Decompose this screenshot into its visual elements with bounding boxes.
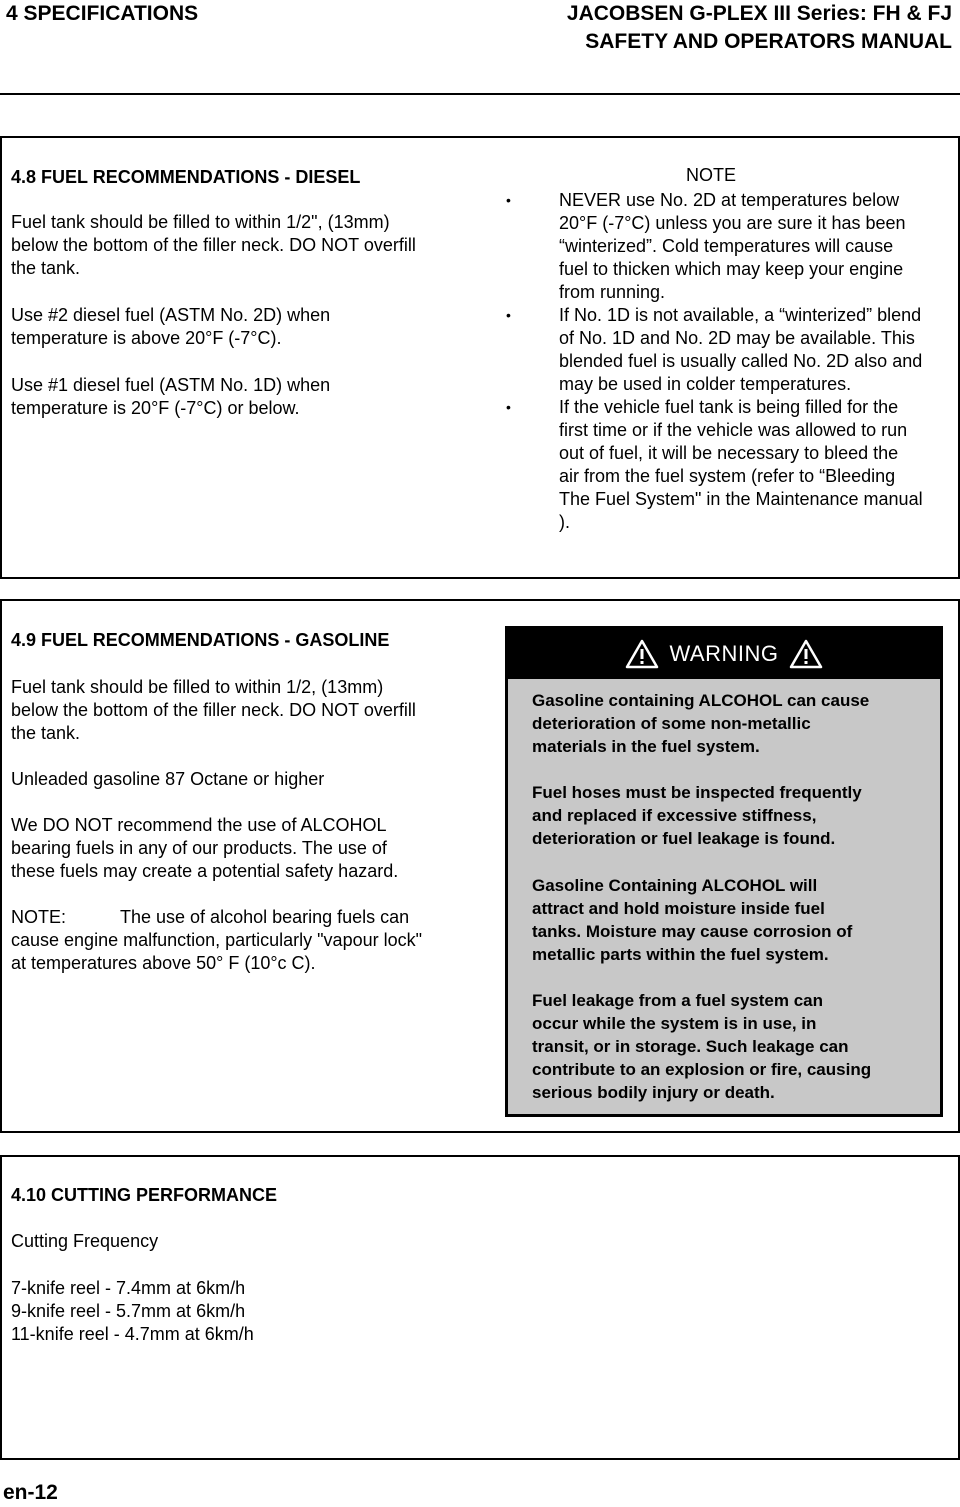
w-p3-l1: Gasoline Containing ALCOHOL will [532,876,818,895]
w-p4-l1: Fuel leakage from a fuel system can [532,991,824,1010]
w-p1-l1: Gasoline containing ALCOHOL can cause [532,691,870,710]
w-p4-l2: occur while the system is in use, in [532,1014,817,1033]
b3-l3: out of fuel, it will be necessary to bleed the [559,443,899,463]
s48-p1-l2: below the bottom of the filler neck. DO NOT overfill [11,235,416,255]
s48-p3-l1: Use #1 diesel fuel (ASTM No. 1D) when [11,375,331,395]
cutting-frequency-label: Cutting Frequency [11,1231,159,1251]
warning-header [508,629,940,679]
s49-p2: Unleaded gasoline 87 Octane or higher [11,769,325,789]
header-section: 4 SPECIFICATIONS [6,2,199,25]
warning-triangle-icon [625,639,659,669]
note-title: NOTE [686,165,737,185]
s49-note-l1: The use of alcohol bearing fuels can [120,907,410,927]
b1-l4: fuel to thicken which may keep your engine [559,259,904,279]
w-p2-l2: and replaced if excessive stiffness, [532,806,817,825]
w-p4-l3: transit, or in storage. Such leakage can [532,1037,849,1056]
warning-title: WARNING [669,641,779,666]
bullet-dot: • [506,192,511,208]
s48-p1-l1: Fuel tank should be filled to within 1/2", (13mm) [11,212,390,232]
s48-p1-l3: the tank. [11,258,81,278]
b3-l1: If the vehicle fuel tank is being filled for the [559,397,899,417]
b2-l3: blended fuel is usually called No. 2D also and [559,351,923,371]
warning-box [505,626,943,1117]
page-number: en-12 [3,1481,58,1504]
w-p1-l2: deterioration of some non-metallic [532,714,811,733]
w-p4-l5: serious bodily injury or death. [532,1083,775,1102]
s48-p2-l2: temperature is above 20°F (-7°C). [11,328,282,348]
b2-l4: may be used in colder temperatures. [559,374,852,394]
header-title-line2: SAFETY AND OPERATORS MANUAL [585,30,952,53]
section-4-9-title: 4.9 FUEL RECOMMENDATIONS - GASOLINE [11,630,390,650]
s49-p3-l1: We DO NOT recommend the use of ALCOHOL [11,815,387,835]
w-p3-l2: attract and hold moisture inside fuel [532,899,825,918]
b1-l5: from running. [559,282,666,302]
w-p1-l3: materials in the fuel system. [532,737,760,756]
b1-l3: “winterized”. Cold temperatures will cause [559,236,894,256]
s49-p3-l3: these fuels may create a potential safety hazard. [11,861,399,881]
s49-p1-l2: below the bottom of the filler neck. DO NOT overfill [11,700,416,720]
b3-l4: air from the fuel system (refer to “Bleeding [559,466,896,486]
bullet-dot: • [506,307,511,323]
s49-note-l2: cause engine malfunction, particularly "vapour lock" [11,930,422,950]
w-p2-l3: deterioration or fuel leakage is found. [532,829,836,848]
s49-note-label: NOTE: [11,907,67,927]
w-p2-l1: Fuel hoses must be inspected frequently [532,783,862,802]
b3-l6: ). [559,512,570,532]
header-title-line1: JACOBSEN G-PLEX III Series: FH & FJ [566,2,952,25]
s49-p1-l1: Fuel tank should be filled to within 1/2, (13mm) [11,677,384,697]
b1-l1: NEVER use No. 2D at temperatures below [559,190,900,210]
s48-p2-l1: Use #2 diesel fuel (ASTM No. 2D) when [11,305,331,325]
w-p3-l3: tanks. Moisture may cause corrosion of [532,922,853,941]
b2-l2: of No. 1D and No. 2D may be available. This [559,328,915,348]
section-4-10-title: 4.10 CUTTING PERFORMANCE [11,1185,278,1205]
bullet-dot: • [506,399,511,415]
b3-l2: first time or if the vehicle was allowed to run [559,420,908,440]
cutting-line-2: 9-knife reel - 5.7mm at 6km/h [11,1301,246,1321]
section-4-8-title: 4.8 FUEL RECOMMENDATIONS - DIESEL [11,167,361,187]
b1-l2: 20°F (-7°C) unless you are sure it has been [559,213,906,233]
warning-triangle-icon [789,639,823,669]
b2-l1: If No. 1D is not available, a “winterized” blend [559,305,922,325]
w-p4-l4: contribute to an explosion or fire, causing [532,1060,872,1079]
s49-p1-l3: the tank. [11,723,81,743]
s49-note-l3: at temperatures above 50° F (10°c C). [11,953,316,973]
w-p3-l4: metallic parts within the fuel system. [532,945,829,964]
header-rule [0,93,960,95]
s49-p3-l2: bearing fuels in any of our products. The use of [11,838,387,858]
cutting-line-3: 11-knife reel - 4.7mm at 6km/h [11,1324,254,1344]
s48-p3-l2: temperature is 20°F (-7°C) or below. [11,398,300,418]
b3-l5: The Fuel System" in the Maintenance manual [559,489,923,509]
cutting-line-1: 7-knife reel - 7.4mm at 6km/h [11,1278,246,1298]
